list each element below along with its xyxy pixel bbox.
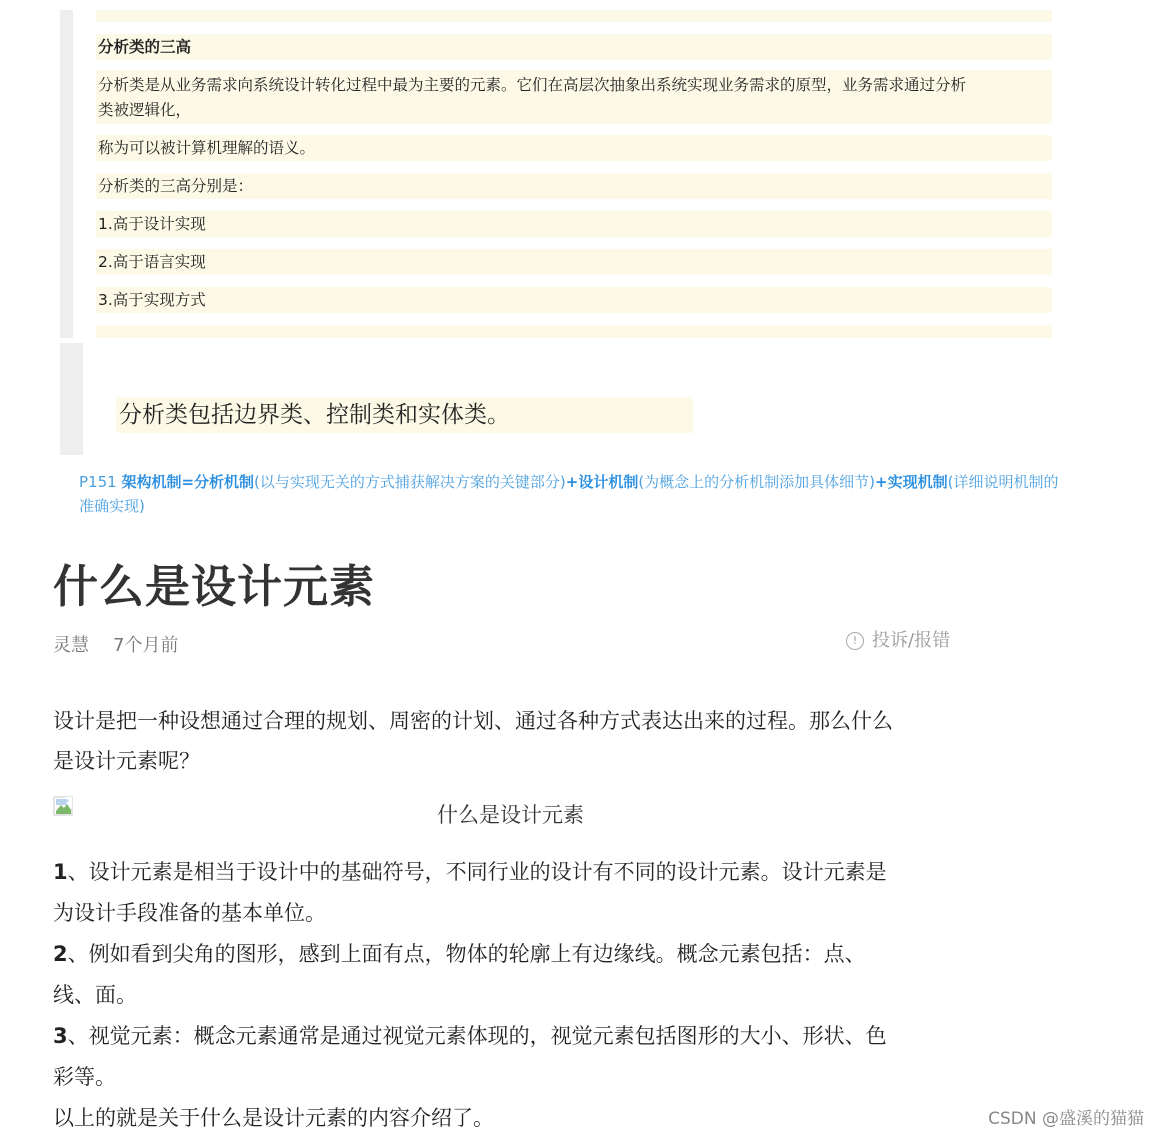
publish-time: 7个月前 bbox=[113, 635, 179, 656]
list-item-continuation: 彩等。 bbox=[53, 1065, 116, 1089]
reference-note bbox=[79, 470, 1064, 518]
reference-bold: 架构机制=分析机制 bbox=[121, 473, 255, 491]
report-button[interactable] bbox=[846, 627, 950, 655]
list-number: 2 bbox=[53, 942, 68, 966]
reference-text: (以与实现无关的方式捕获解决方案的关键部分) bbox=[254, 473, 566, 491]
list-item bbox=[53, 934, 963, 975]
list-text: 、设计元素是相当于设计中的基础符号，不同行业的设计有不同的设计元素。设计元素是 bbox=[67, 860, 887, 884]
list-number: 3 bbox=[53, 1024, 68, 1048]
article-title: 什么是设计元素 bbox=[53, 560, 376, 613]
reference-text: (详细说明机制的准确实现) bbox=[79, 473, 1059, 515]
list-text: 、视觉元素：概念元素通常是通过视觉元素体现的，视觉元素包括图形的大小、形状、色 bbox=[67, 1024, 887, 1048]
highlight-strip bbox=[96, 10, 1052, 22]
list-item-continuation: 线、面。 bbox=[53, 983, 137, 1007]
article-meta bbox=[53, 632, 178, 660]
quote-bar bbox=[60, 343, 83, 455]
csdn-watermark: CSDN @盛溪的猫猫 bbox=[988, 1109, 1144, 1129]
intro-paragraph-line: 是设计元素呢？ bbox=[53, 749, 200, 773]
list-text: 、例如看到尖角的图形，感到上面有点，物体的轮廓上有边缘线。概念元素包括：点、 bbox=[67, 942, 866, 966]
warning-circle-icon: ! bbox=[846, 632, 864, 650]
quote-paragraph: 称为可以被计算机理解的语义。 bbox=[98, 139, 316, 157]
reference-text: P151 bbox=[79, 473, 122, 491]
list-item bbox=[53, 1016, 963, 1057]
intro-paragraph-line: 设计是把一种设想通过合理的规划、周密的计划、通过各种方式表达出来的过程。那么什么 bbox=[53, 709, 893, 733]
broken-image-icon bbox=[53, 796, 75, 818]
list-number: 1 bbox=[53, 860, 68, 884]
quote-paragraph: 分析类的三高分别是： bbox=[98, 177, 254, 195]
quote-list-item: 3.高于实现方式 bbox=[98, 291, 206, 309]
reference-text: (为概念上的分析机制添加具体细节) bbox=[638, 473, 876, 491]
conclusion-paragraph: 以上的就是关于什么是设计元素的内容介绍了。 bbox=[53, 1106, 494, 1130]
author-link[interactable]: 灵慧 bbox=[53, 635, 89, 656]
highlight-strip bbox=[96, 325, 1052, 338]
quote-list-item: 2.高于语言实现 bbox=[98, 253, 206, 271]
big-quote-text: 分析类包括边界类、控制类和实体类。 bbox=[119, 402, 510, 428]
reference-bold: +设计机制 bbox=[565, 473, 639, 491]
reference-bold: +实现机制 bbox=[875, 473, 948, 491]
list-item-continuation: 为设计手段准备的基本单位。 bbox=[53, 901, 326, 925]
list-item bbox=[53, 852, 963, 893]
image-caption: 什么是设计元素 bbox=[437, 803, 584, 827]
quote-paragraph-line: 类被逻辑化， bbox=[98, 101, 192, 119]
report-label: 投诉/报错 bbox=[872, 630, 951, 651]
quote-heading: 分析类的三高 bbox=[98, 38, 192, 56]
quote-paragraph-line: 分析类是从业务需求向系统设计转化过程中最为主要的元素。它们在高层次抽象出系统实现业务需求的原型，业务需求通过分析 bbox=[98, 76, 967, 94]
quote-bar bbox=[60, 10, 73, 338]
quote-list-item: 1.高于设计实现 bbox=[98, 215, 206, 233]
